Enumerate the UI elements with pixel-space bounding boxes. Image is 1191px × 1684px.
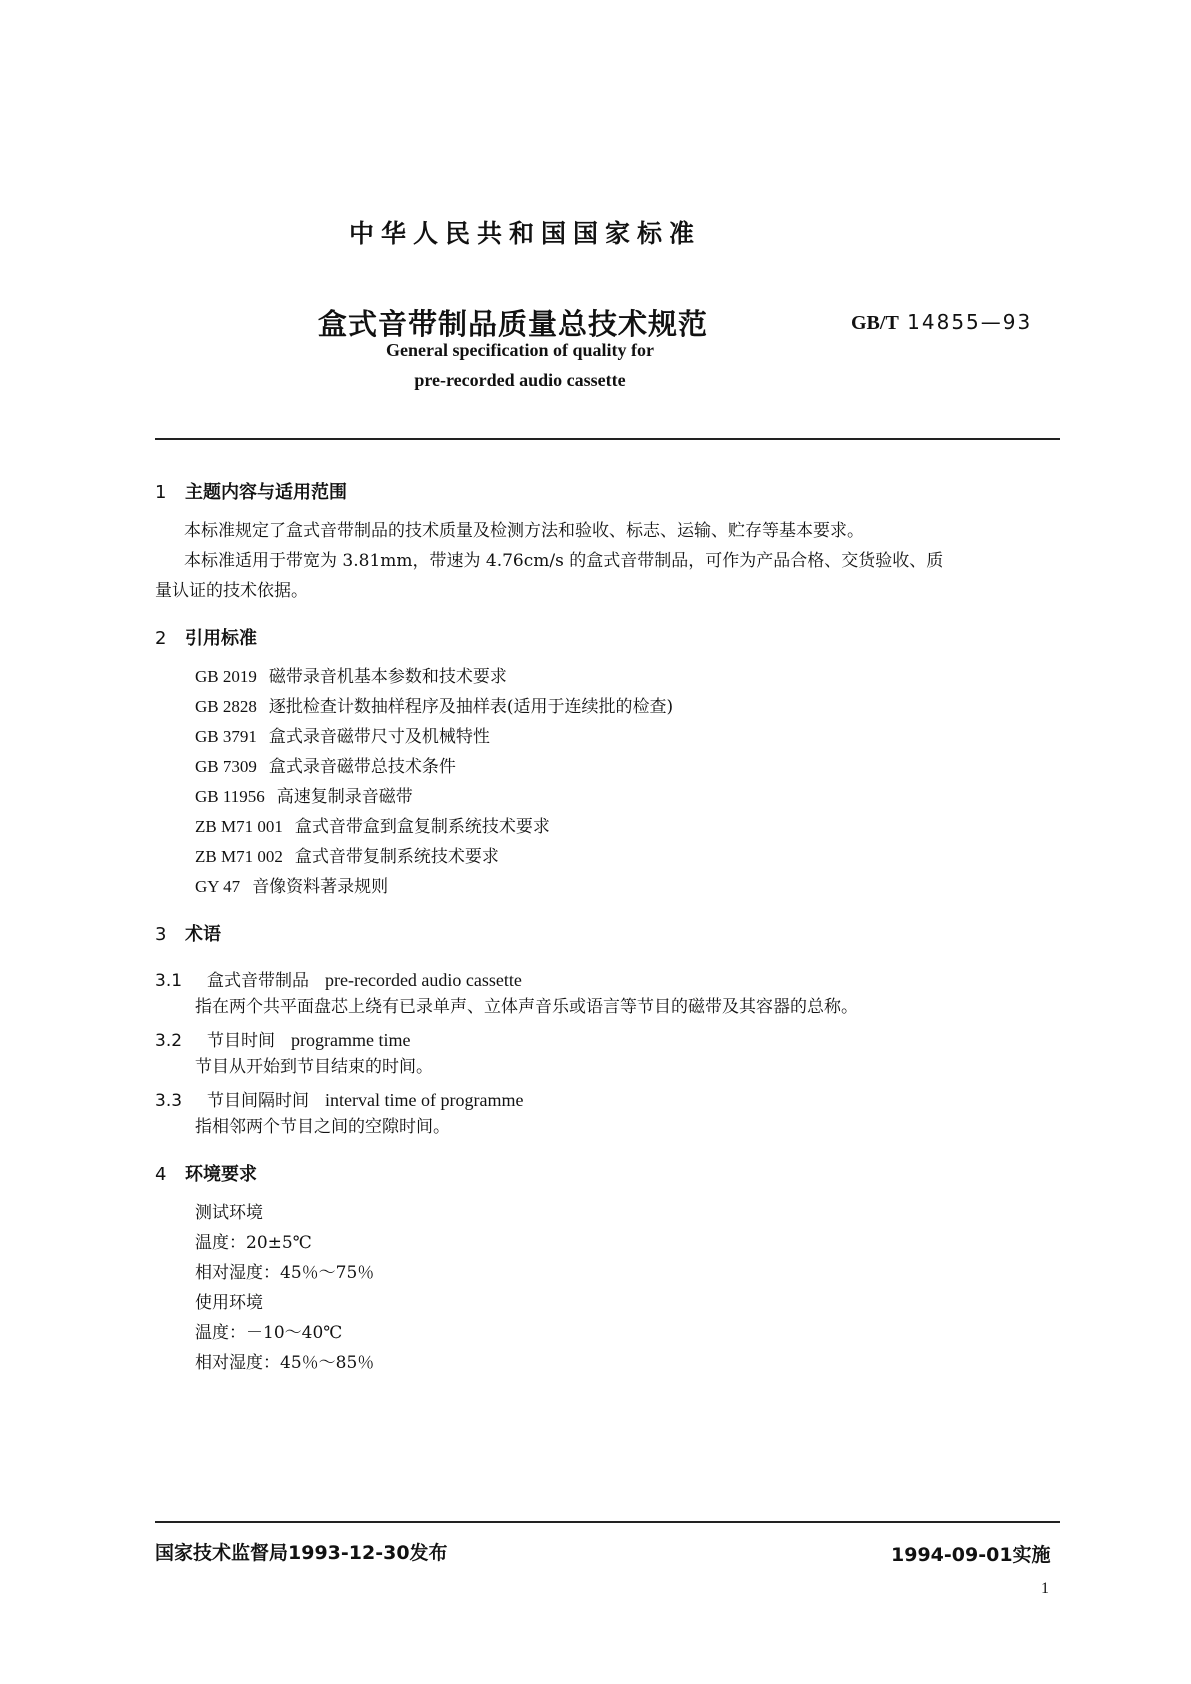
standard-code-prefix: GB/T <box>851 312 899 334</box>
environment-line: 温度：20±5℃ <box>195 1233 312 1253</box>
environment-line: 测试环境 <box>195 1203 263 1223</box>
section-title: 术语 <box>185 924 221 945</box>
section-1-paragraph-2-line-1: 本标准适用于带宽为 3.81mm，带速为 4.76cm/s 的盒式音带制品，可作为产品合格、交货验收、质 <box>184 551 944 571</box>
reference-code: ZB M71 002 <box>195 847 283 866</box>
reference-name: 音像资料著录规则 <box>252 877 389 897</box>
section-1-heading <box>155 478 347 504</box>
term-number: 3.1 <box>155 971 183 991</box>
reference-name: 盒式音带盒到盒复制系统技术要求 <box>294 817 550 837</box>
reference-code: GY 47 <box>195 877 241 896</box>
reference-code: GB 11956 <box>195 787 265 806</box>
reference-name: 磁带录音机基本参数和技术要求 <box>268 667 507 687</box>
document-title-en-line1: General specification of quality for <box>386 340 654 360</box>
environment-line: 相对湿度：45％～75％ <box>195 1263 375 1283</box>
page-number: 1 <box>1041 1580 1049 1597</box>
term-name-en: programme time <box>291 1030 411 1050</box>
effective-date: 1994-09-01实施 <box>891 1544 1051 1566</box>
standard-code <box>851 310 1032 335</box>
reference-name: 逐批检查计数抽样程序及抽样表(适用于连续批的检查) <box>268 697 674 717</box>
section-number: 2 <box>155 628 167 649</box>
section-number: 3 <box>155 924 167 945</box>
reference-code: GB 2828 <box>195 697 257 716</box>
term-3-3 <box>155 1086 523 1111</box>
footer-divider <box>155 1521 1060 1523</box>
section-3-heading <box>155 920 221 946</box>
section-1-paragraph-2-line-2: 量认证的技术依据。 <box>155 581 308 601</box>
document-title-cn: 盒式音带制品质量总技术规范 <box>318 307 709 341</box>
reference-code: GB 3791 <box>195 727 257 746</box>
reference-name: 盒式录音磁带总技术条件 <box>268 757 456 777</box>
term-definition: 节目从开始到节目结束的时间。 <box>195 1057 433 1077</box>
section-title: 主题内容与适用范围 <box>185 482 347 503</box>
reference-item <box>195 846 499 868</box>
reference-item <box>195 876 388 898</box>
environment-line: 温度：－10～40℃ <box>195 1323 343 1343</box>
reference-code: GB 7309 <box>195 757 257 776</box>
term-number: 3.3 <box>155 1091 183 1111</box>
standard-code-number: 14855—93 <box>907 310 1033 334</box>
issue-statement: 国家技术监督局1993-12-30发布 <box>155 1542 448 1564</box>
term-name-cn: 节目间隔时间 <box>207 1091 309 1111</box>
section-number: 1 <box>155 482 167 503</box>
reference-item <box>195 816 550 838</box>
term-definition: 指在两个共平面盘芯上绕有已录单声、立体声音乐或语言等节目的磁带及其容器的总称。 <box>195 997 858 1017</box>
environment-line: 相对湿度：45％～85％ <box>195 1353 375 1373</box>
reference-name: 盒式录音磁带尺寸及机械特性 <box>268 727 490 747</box>
section-title: 引用标准 <box>185 628 257 649</box>
national-standard-heading: 中华人民共和国国家标准 <box>348 219 701 248</box>
section-number: 4 <box>155 1164 167 1185</box>
reference-item <box>195 786 413 808</box>
reference-item <box>195 666 507 688</box>
term-3-1 <box>155 966 522 991</box>
term-name-cn: 节目时间 <box>207 1031 275 1051</box>
term-name-en: pre-recorded audio cassette <box>325 970 522 990</box>
term-definition: 指相邻两个节目之间的空隙时间。 <box>195 1117 450 1137</box>
section-4-heading <box>155 1160 257 1186</box>
reference-item <box>195 756 456 778</box>
document-title-en-line2: pre-recorded audio cassette <box>414 370 626 390</box>
reference-item <box>195 726 490 748</box>
term-number: 3.2 <box>155 1031 183 1051</box>
term-3-2 <box>155 1026 410 1051</box>
environment-line: 使用环境 <box>195 1293 263 1313</box>
reference-item <box>195 696 673 718</box>
reference-code: ZB M71 001 <box>195 817 283 836</box>
term-name-en: interval time of programme <box>325 1090 524 1110</box>
section-2-heading <box>155 624 257 650</box>
section-title: 环境要求 <box>185 1164 257 1185</box>
term-name-cn: 盒式音带制品 <box>207 971 309 991</box>
reference-code: GB 2019 <box>195 667 257 686</box>
reference-name: 盒式音带复制系统技术要求 <box>294 847 499 867</box>
section-1-paragraph-1: 本标准规定了盒式音带制品的技术质量及检测方法和验收、标志、运输、贮存等基本要求。 <box>184 521 864 541</box>
reference-name: 高速复制录音磁带 <box>276 787 413 807</box>
header-divider <box>155 438 1060 440</box>
